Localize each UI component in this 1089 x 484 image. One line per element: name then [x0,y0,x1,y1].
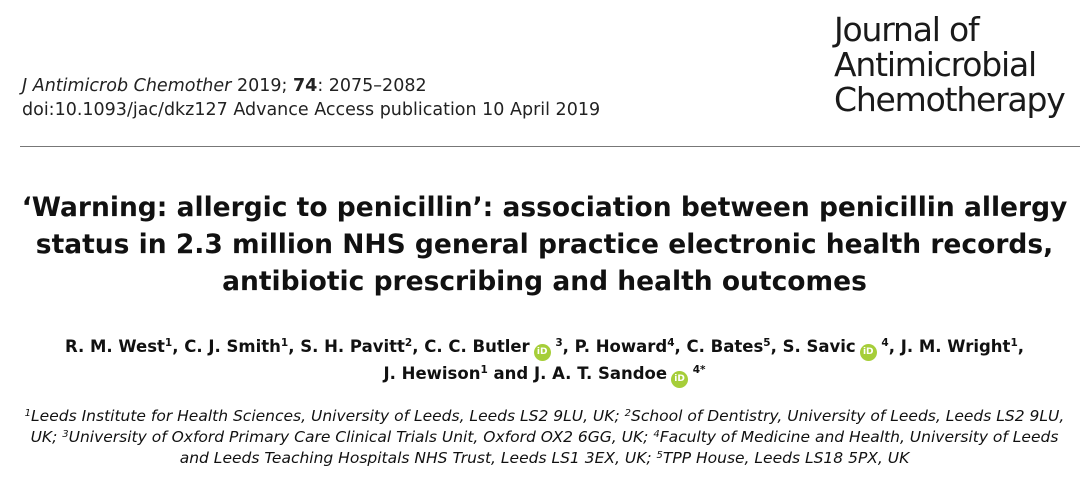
author [65,337,172,356]
author-name: C. J. Smith [184,337,281,356]
author [184,337,288,356]
doi-line: doi:10.1093/jac/dkz127 Advance Access publication 10 April 2019 [22,100,601,120]
affiliation-text: TPP House, Leeds LS18 5PX, UK [662,449,910,467]
author-separator: , [674,337,687,356]
author-name: J. A. T. Sandoe [533,364,668,383]
affiliation-text: University of Oxford Primary Care Clinical Trials Unit, Oxford OX2 6GG, UK; [68,428,654,446]
title-line-2: status in 2.3 million NHS general practice electronic health records, [35,229,1054,260]
citation-line [22,74,600,98]
citation-year: 2019; [236,76,288,96]
author [901,337,1018,356]
journal-abbreviation: J Antimicrob Chemother [22,76,232,96]
author-separator: and [487,364,534,383]
author-separator: , [562,337,575,356]
header-divider [20,146,1080,147]
author-affiliation-sup: 4 [667,337,675,349]
author-affiliation-sup: 2 [404,337,413,349]
author-affiliation-sup: 4 [877,337,889,349]
author-affiliation-sup: 4* [689,364,706,376]
logo-line-1: Journal of [834,10,979,49]
author-name: C. C. Butler [424,337,530,356]
author-affiliation-sup: 5 [763,337,771,349]
author [534,364,706,383]
author-separator: , [1017,337,1025,356]
author-separator: , [172,337,185,356]
author-separator: , [888,337,901,356]
title-line-1: ‘Warning: allergic to penicillin’: association between penicillin allergy [21,192,1068,223]
logo-line-3: Chemotherapy [834,80,1065,119]
citation-volume: 74 [292,76,318,96]
author-name: P. Howard [574,337,668,356]
author-name: C. Bates [686,337,764,356]
author-name: J. M. Wright [900,337,1011,356]
author [687,337,771,356]
author [383,364,487,383]
citation-pages: : 2075–2082 [317,76,427,96]
affiliation-sup: 5 [656,450,663,461]
author-name: S. Savic [782,337,856,356]
author-separator: , [412,337,425,356]
journal-logo [834,12,1065,117]
author-affiliation-sup: 1 [280,337,289,349]
affiliations [20,406,1069,469]
author-list [10,334,1079,388]
author [300,337,412,356]
logo-line-2: Antimicrobial [834,45,1036,84]
author-separator: , [288,337,301,356]
author-name: J. Hewison [383,364,481,383]
author-affiliation-sup: 3 [551,337,563,349]
author-separator: , [770,337,783,356]
affiliation-text: Faculty of Medicine and Health, University of Leeds and Leeds Teaching Hospitals NHS Trust, Leeds LS1 3EX, UK; [179,428,1059,467]
author [575,337,675,356]
author-affiliation-sup: 1 [164,337,173,349]
author [424,337,562,356]
affiliation-text: Leeds Institute for Health Sciences, University of Leeds, Leeds LS2 9LU, UK; [31,407,625,425]
title-line-3: antibiotic prescribing and health outcomes [222,266,867,297]
affiliation-text: School of Dentistry, University of Leeds, Leeds LS2 9LU, UK; [30,407,1065,446]
citation-block [22,74,600,122]
author-line-2 [10,361,1079,388]
affiliation-sup: 3 [62,429,69,440]
orcid-icon[interactable]: iD [860,344,877,361]
affiliation-sup: 1 [24,408,32,419]
author [783,337,889,356]
orcid-icon[interactable]: iD [534,344,551,361]
orcid-icon[interactable]: iD [671,371,688,388]
author-line-1 [10,334,1079,361]
article-title [10,189,1079,300]
affiliation-sup: 2 [624,408,631,419]
author-name: R. M. West [64,337,165,356]
author-affiliation-sup: 1 [1010,337,1018,349]
author-affiliation-sup: 1 [480,364,488,376]
affiliation-sup: 4 [653,429,660,440]
author-name: S. H. Pavitt [300,337,405,356]
